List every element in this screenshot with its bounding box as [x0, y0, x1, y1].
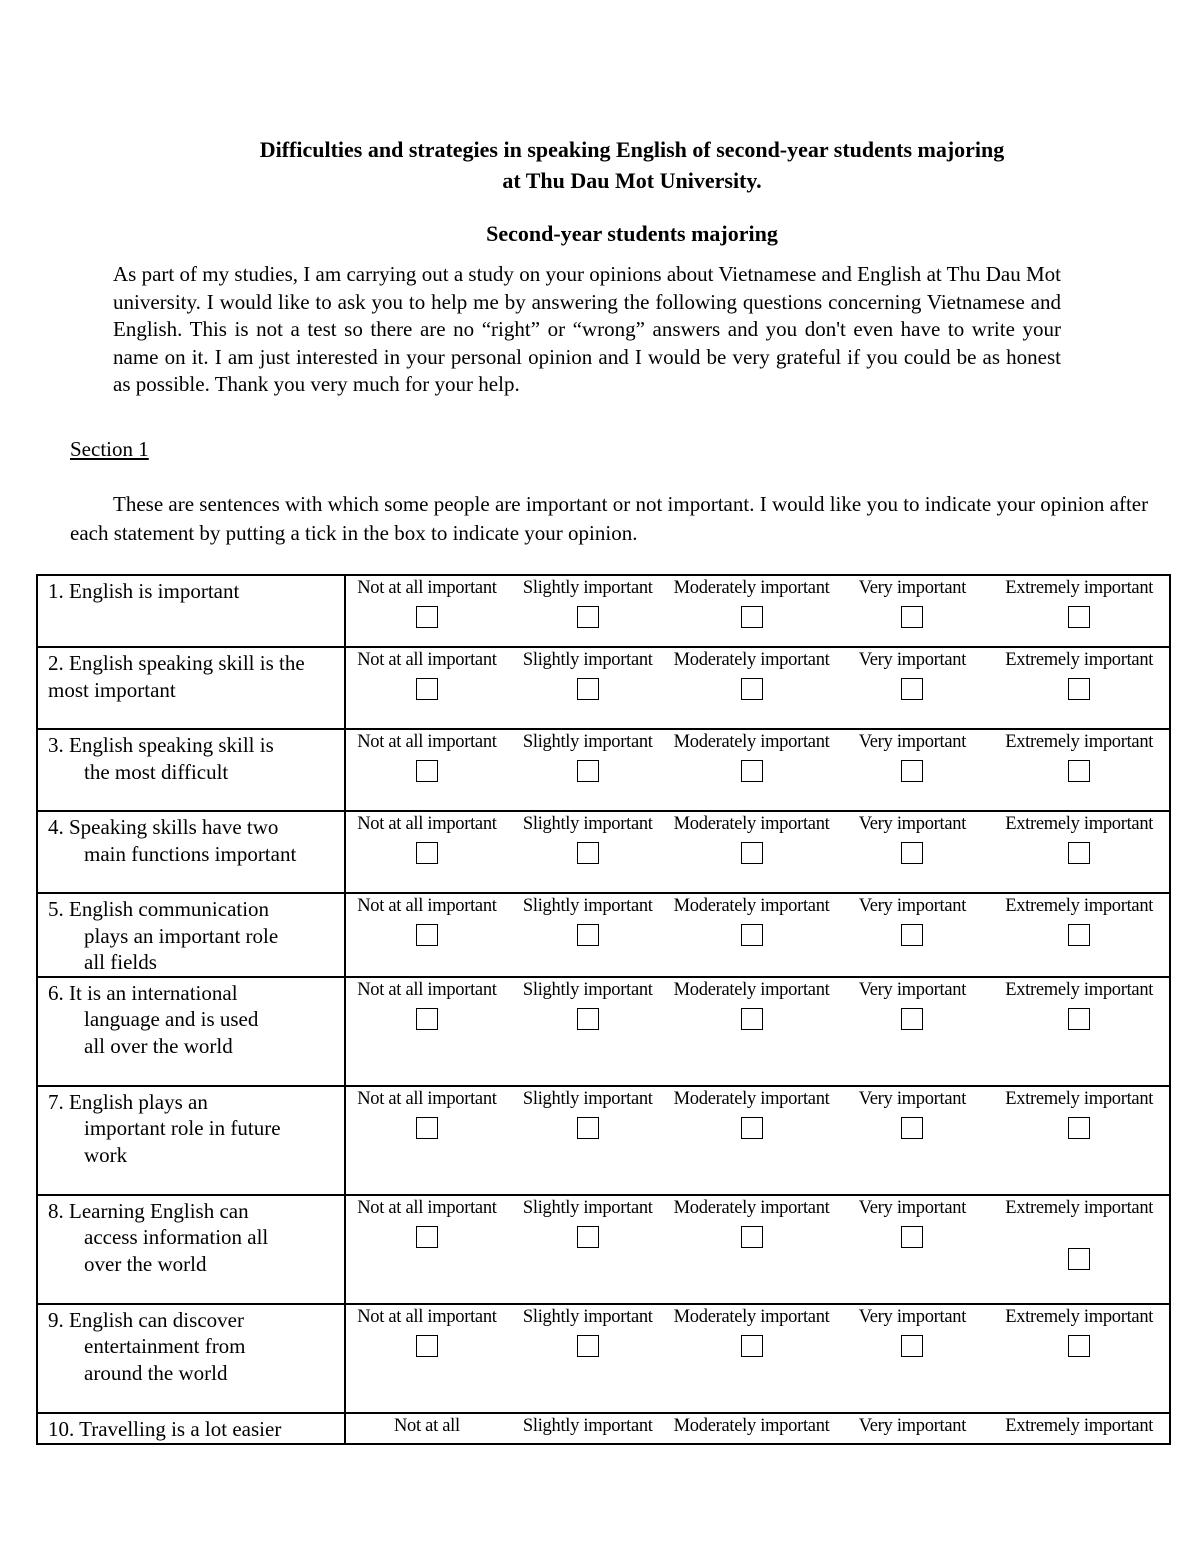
rating-option [508, 730, 668, 787]
statement-line: around the world [84, 1360, 228, 1385]
options-cell [345, 893, 1170, 977]
rating-option-label: Slightly important [522, 1088, 653, 1109]
rating-option [668, 576, 836, 633]
checkbox[interactable] [1068, 678, 1090, 700]
checkbox[interactable] [577, 1226, 599, 1248]
rating-option-label: Extremely important [1005, 979, 1154, 1000]
rating-option-label: Not at all important [357, 814, 497, 834]
rating-option [835, 1305, 989, 1362]
rating-option [835, 1087, 989, 1144]
section-heading: Section 1 [70, 437, 149, 461]
statement-line: most important [48, 677, 176, 702]
checkbox[interactable] [577, 1335, 599, 1357]
rating-option [835, 812, 989, 869]
statement-cell [37, 1195, 345, 1304]
rating-option-label: Not at all important [357, 650, 497, 670]
rating-option [989, 894, 1169, 951]
checkbox[interactable] [1068, 1335, 1090, 1357]
checkbox[interactable] [416, 1226, 438, 1248]
options-cell [345, 977, 1170, 1086]
rating-option-label: Moderately important [673, 578, 830, 598]
rating-option-label: Very important [858, 979, 967, 1000]
rating-option-label: Very important [858, 1088, 967, 1109]
statement-cell [37, 977, 345, 1086]
checkbox[interactable] [416, 924, 438, 946]
statement-line: 1. English is important [48, 579, 240, 603]
rating-option-label: Very important [858, 578, 967, 598]
statement-cell [37, 729, 345, 811]
survey-table [36, 574, 1171, 1445]
rating-option [508, 1196, 668, 1275]
rating-option [668, 1305, 836, 1362]
checkbox[interactable] [1068, 1117, 1090, 1139]
checkbox[interactable] [741, 842, 763, 864]
statement-line: the most difficult [84, 759, 229, 784]
statement-line: work [84, 1142, 128, 1167]
checkbox[interactable] [416, 1117, 438, 1139]
title-line-2: at Thu Dau Mot University. [502, 168, 762, 193]
rating-option [668, 978, 836, 1035]
options-cell [345, 729, 1170, 811]
rating-option-label: Slightly important [522, 979, 653, 1000]
rating-option-label: Very important [858, 650, 967, 670]
checkbox[interactable] [901, 606, 923, 628]
rating-option [835, 730, 989, 787]
statement-cell [37, 811, 345, 893]
rating-option-label: Slightly important [522, 1415, 653, 1436]
statement-line: language and is used [84, 1007, 259, 1031]
options-cell [345, 647, 1170, 729]
checkbox[interactable] [741, 678, 763, 700]
statement-line: plays an important role [84, 923, 279, 948]
rating-option [989, 648, 1169, 705]
rating-option [989, 576, 1169, 633]
checkbox[interactable] [901, 1008, 923, 1030]
options-cell [345, 811, 1170, 893]
checkbox[interactable] [741, 1117, 763, 1139]
rating-option-label: Not at all important [357, 1306, 497, 1327]
survey-row [37, 977, 1170, 1086]
checkbox[interactable] [901, 678, 923, 700]
rating-option-label: Very important [858, 1306, 967, 1327]
rating-option-label: Not at all important [357, 1197, 497, 1218]
checkbox[interactable] [1068, 1248, 1090, 1270]
statement-cell [37, 893, 345, 977]
checkbox[interactable] [901, 842, 923, 864]
checkbox[interactable] [901, 760, 923, 782]
statement-line: 8. Learning English can [48, 1198, 249, 1223]
checkbox[interactable] [577, 606, 599, 628]
checkbox[interactable] [1068, 924, 1090, 946]
rating-option [668, 1414, 836, 1438]
rating-option [508, 1414, 668, 1438]
rating-option-label: Moderately important [673, 896, 830, 916]
statement-cell [37, 1304, 345, 1413]
checkbox[interactable] [741, 1335, 763, 1357]
checkbox[interactable] [1068, 760, 1090, 782]
title-line-1: Difficulties and strategies in speaking English of second-year students majoring [259, 137, 1005, 162]
rating-option-label: Very important [858, 814, 967, 834]
subtitle: Second-year students majoring [486, 221, 778, 246]
rating-option [668, 894, 836, 951]
statement-cell [37, 647, 345, 729]
rating-option-label: Extremely important [1005, 1197, 1154, 1218]
rating-option [668, 1196, 836, 1275]
checkbox[interactable] [416, 842, 438, 864]
rating-option-label: Moderately important [673, 979, 830, 1000]
statement-cell [37, 1413, 345, 1444]
rating-option [346, 1196, 508, 1275]
survey-row [37, 1086, 1170, 1195]
rating-option-label: Not at all important [357, 1088, 497, 1109]
checkbox[interactable] [577, 842, 599, 864]
checkbox[interactable] [741, 606, 763, 628]
rating-option [508, 812, 668, 869]
rating-option [346, 1414, 508, 1438]
survey-row [37, 647, 1170, 729]
options-cell [345, 1304, 1170, 1413]
checkbox[interactable] [1068, 842, 1090, 864]
rating-option [346, 648, 508, 705]
checkbox[interactable] [741, 760, 763, 782]
rating-option [346, 978, 508, 1035]
rating-option-label: Not at all important [357, 732, 497, 752]
rating-option [989, 1414, 1169, 1438]
rating-option-label: Moderately important [673, 1088, 830, 1109]
rating-option-label: Not at all important [357, 979, 497, 1000]
intro-paragraph: As part of my studies, I am carrying out a study on your opinions about Vietnamese and English at Thu Dau Mot university. I would like to ask you to help me by answering the following questions concerning Vietnamese and English. This is not a test so there are no “right” or “wrong” answers and you don't even have to write your name on it. I am just interested in your personal opinion and I would be very grateful if you could be as honest as possible. Thank you very much for your help. [113, 262, 1061, 396]
rating-option-label: Slightly important [522, 814, 653, 834]
rating-option-label: Slightly important [522, 1306, 653, 1327]
statement-line: entertainment from [84, 1334, 246, 1358]
rating-option [508, 648, 668, 705]
checkbox[interactable] [901, 1117, 923, 1139]
rating-option-label: Not at all important [357, 578, 497, 598]
rating-option-label: Slightly important [522, 896, 653, 916]
rating-option-label: Extremely important [1005, 1306, 1154, 1327]
rating-option-label: Extremely important [1005, 650, 1154, 670]
rating-option [835, 894, 989, 951]
statement-line: 4. Speaking skills have two [48, 815, 279, 839]
checkbox[interactable] [416, 1008, 438, 1030]
rating-option [989, 730, 1169, 787]
checkbox[interactable] [577, 1008, 599, 1030]
document-title [0, 134, 1200, 196]
survey-row [37, 1195, 1170, 1304]
rating-option-label: Extremely important [1005, 814, 1154, 834]
rating-option [989, 812, 1169, 869]
survey-row [37, 1413, 1170, 1444]
checkbox[interactable] [416, 606, 438, 628]
rating-option [508, 1305, 668, 1362]
rating-option-label: Moderately important [673, 732, 830, 752]
options-cell [345, 1413, 1170, 1444]
rating-option [508, 1087, 668, 1144]
statement-line: 5. English communication [48, 897, 270, 921]
rating-option-label: Extremely important [1005, 896, 1154, 916]
rating-option-label: Moderately important [673, 1197, 830, 1218]
statement-line: all fields [84, 950, 157, 974]
instructions-paragraph: These are sentences with which some people are important or not important. I would like you to indicate your opinion after each statement by putting a tick in the box to indicate your opinion. [70, 492, 1149, 545]
statement-line: 7. English plays an [48, 1089, 208, 1114]
rating-option [346, 1305, 508, 1362]
statement-line: access information all [84, 1225, 269, 1249]
rating-option [346, 812, 508, 869]
rating-option [835, 1196, 989, 1275]
checkbox[interactable] [416, 760, 438, 782]
rating-option-label: Not at all important [357, 896, 497, 916]
rating-option [835, 576, 989, 633]
rating-option [508, 576, 668, 633]
checkbox[interactable] [577, 678, 599, 700]
survey-row [37, 729, 1170, 811]
rating-option-label: Extremely important [1005, 732, 1154, 752]
checkbox[interactable] [1068, 606, 1090, 628]
checkbox[interactable] [741, 1226, 763, 1248]
checkbox[interactable] [577, 924, 599, 946]
rating-option-label: Slightly important [522, 1197, 653, 1218]
rating-option [989, 978, 1169, 1035]
rating-option-label: Slightly important [522, 578, 653, 598]
options-cell [345, 1195, 1170, 1304]
rating-option [835, 1414, 989, 1438]
checkbox[interactable] [901, 924, 923, 946]
rating-option [346, 1087, 508, 1144]
checkbox[interactable] [741, 924, 763, 946]
rating-option-label: Moderately important [673, 1415, 830, 1436]
survey-row [37, 1304, 1170, 1413]
rating-option-label: Very important [858, 896, 967, 916]
checkbox[interactable] [901, 1335, 923, 1357]
rating-option [668, 730, 836, 787]
rating-option [989, 1305, 1169, 1362]
statement-cell [37, 1086, 345, 1195]
rating-option-label: Very important [858, 1415, 967, 1436]
statement-line: 3. English speaking skill is [48, 733, 274, 757]
survey-row [37, 893, 1170, 977]
survey-row [37, 575, 1170, 647]
checkbox[interactable] [416, 1335, 438, 1357]
options-cell [345, 1086, 1170, 1195]
rating-option [508, 978, 668, 1035]
statement-line: main functions important [84, 841, 297, 866]
statement-line: important role in future [84, 1116, 281, 1140]
rating-option-label: Slightly important [522, 732, 653, 752]
statement-line: all over the world [84, 1033, 233, 1058]
rating-option [346, 576, 508, 633]
rating-option [346, 894, 508, 951]
rating-option [835, 978, 989, 1035]
statement-line: 9. English can discover [48, 1307, 244, 1332]
rating-option [668, 648, 836, 705]
rating-option-label: Extremely important [1005, 1088, 1154, 1109]
rating-option-label: Slightly important [522, 650, 653, 670]
checkbox[interactable] [416, 678, 438, 700]
survey-row [37, 811, 1170, 893]
rating-option-label: Extremely important [1005, 578, 1154, 598]
rating-option-label: Moderately important [673, 814, 830, 834]
rating-option-label: Very important [858, 1197, 967, 1218]
rating-option [346, 730, 508, 787]
rating-option-label: Moderately important [673, 650, 830, 670]
rating-option-label: Moderately important [673, 1306, 830, 1327]
rating-option [989, 1196, 1169, 1275]
checkbox[interactable] [1068, 1008, 1090, 1030]
statement-line: 2. English speaking skill is the [48, 651, 305, 675]
checkbox[interactable] [577, 760, 599, 782]
checkbox[interactable] [741, 1008, 763, 1030]
rating-option-label: Extremely important [1005, 1415, 1154, 1436]
rating-option [508, 894, 668, 951]
rating-option-label: Not at all [394, 1415, 460, 1436]
rating-option [668, 812, 836, 869]
checkbox[interactable] [901, 1226, 923, 1248]
checkbox[interactable] [577, 1117, 599, 1139]
options-cell [345, 575, 1170, 647]
statement-cell [37, 575, 345, 647]
rating-option [668, 1087, 836, 1144]
statement-line: over the world [84, 1251, 207, 1276]
statement-line: 10. Travelling is a lot easier [48, 1416, 282, 1441]
rating-option [989, 1087, 1169, 1144]
rating-option [835, 648, 989, 705]
statement-line: 6. It is an international [48, 980, 238, 1005]
rating-option-label: Very important [858, 732, 967, 752]
